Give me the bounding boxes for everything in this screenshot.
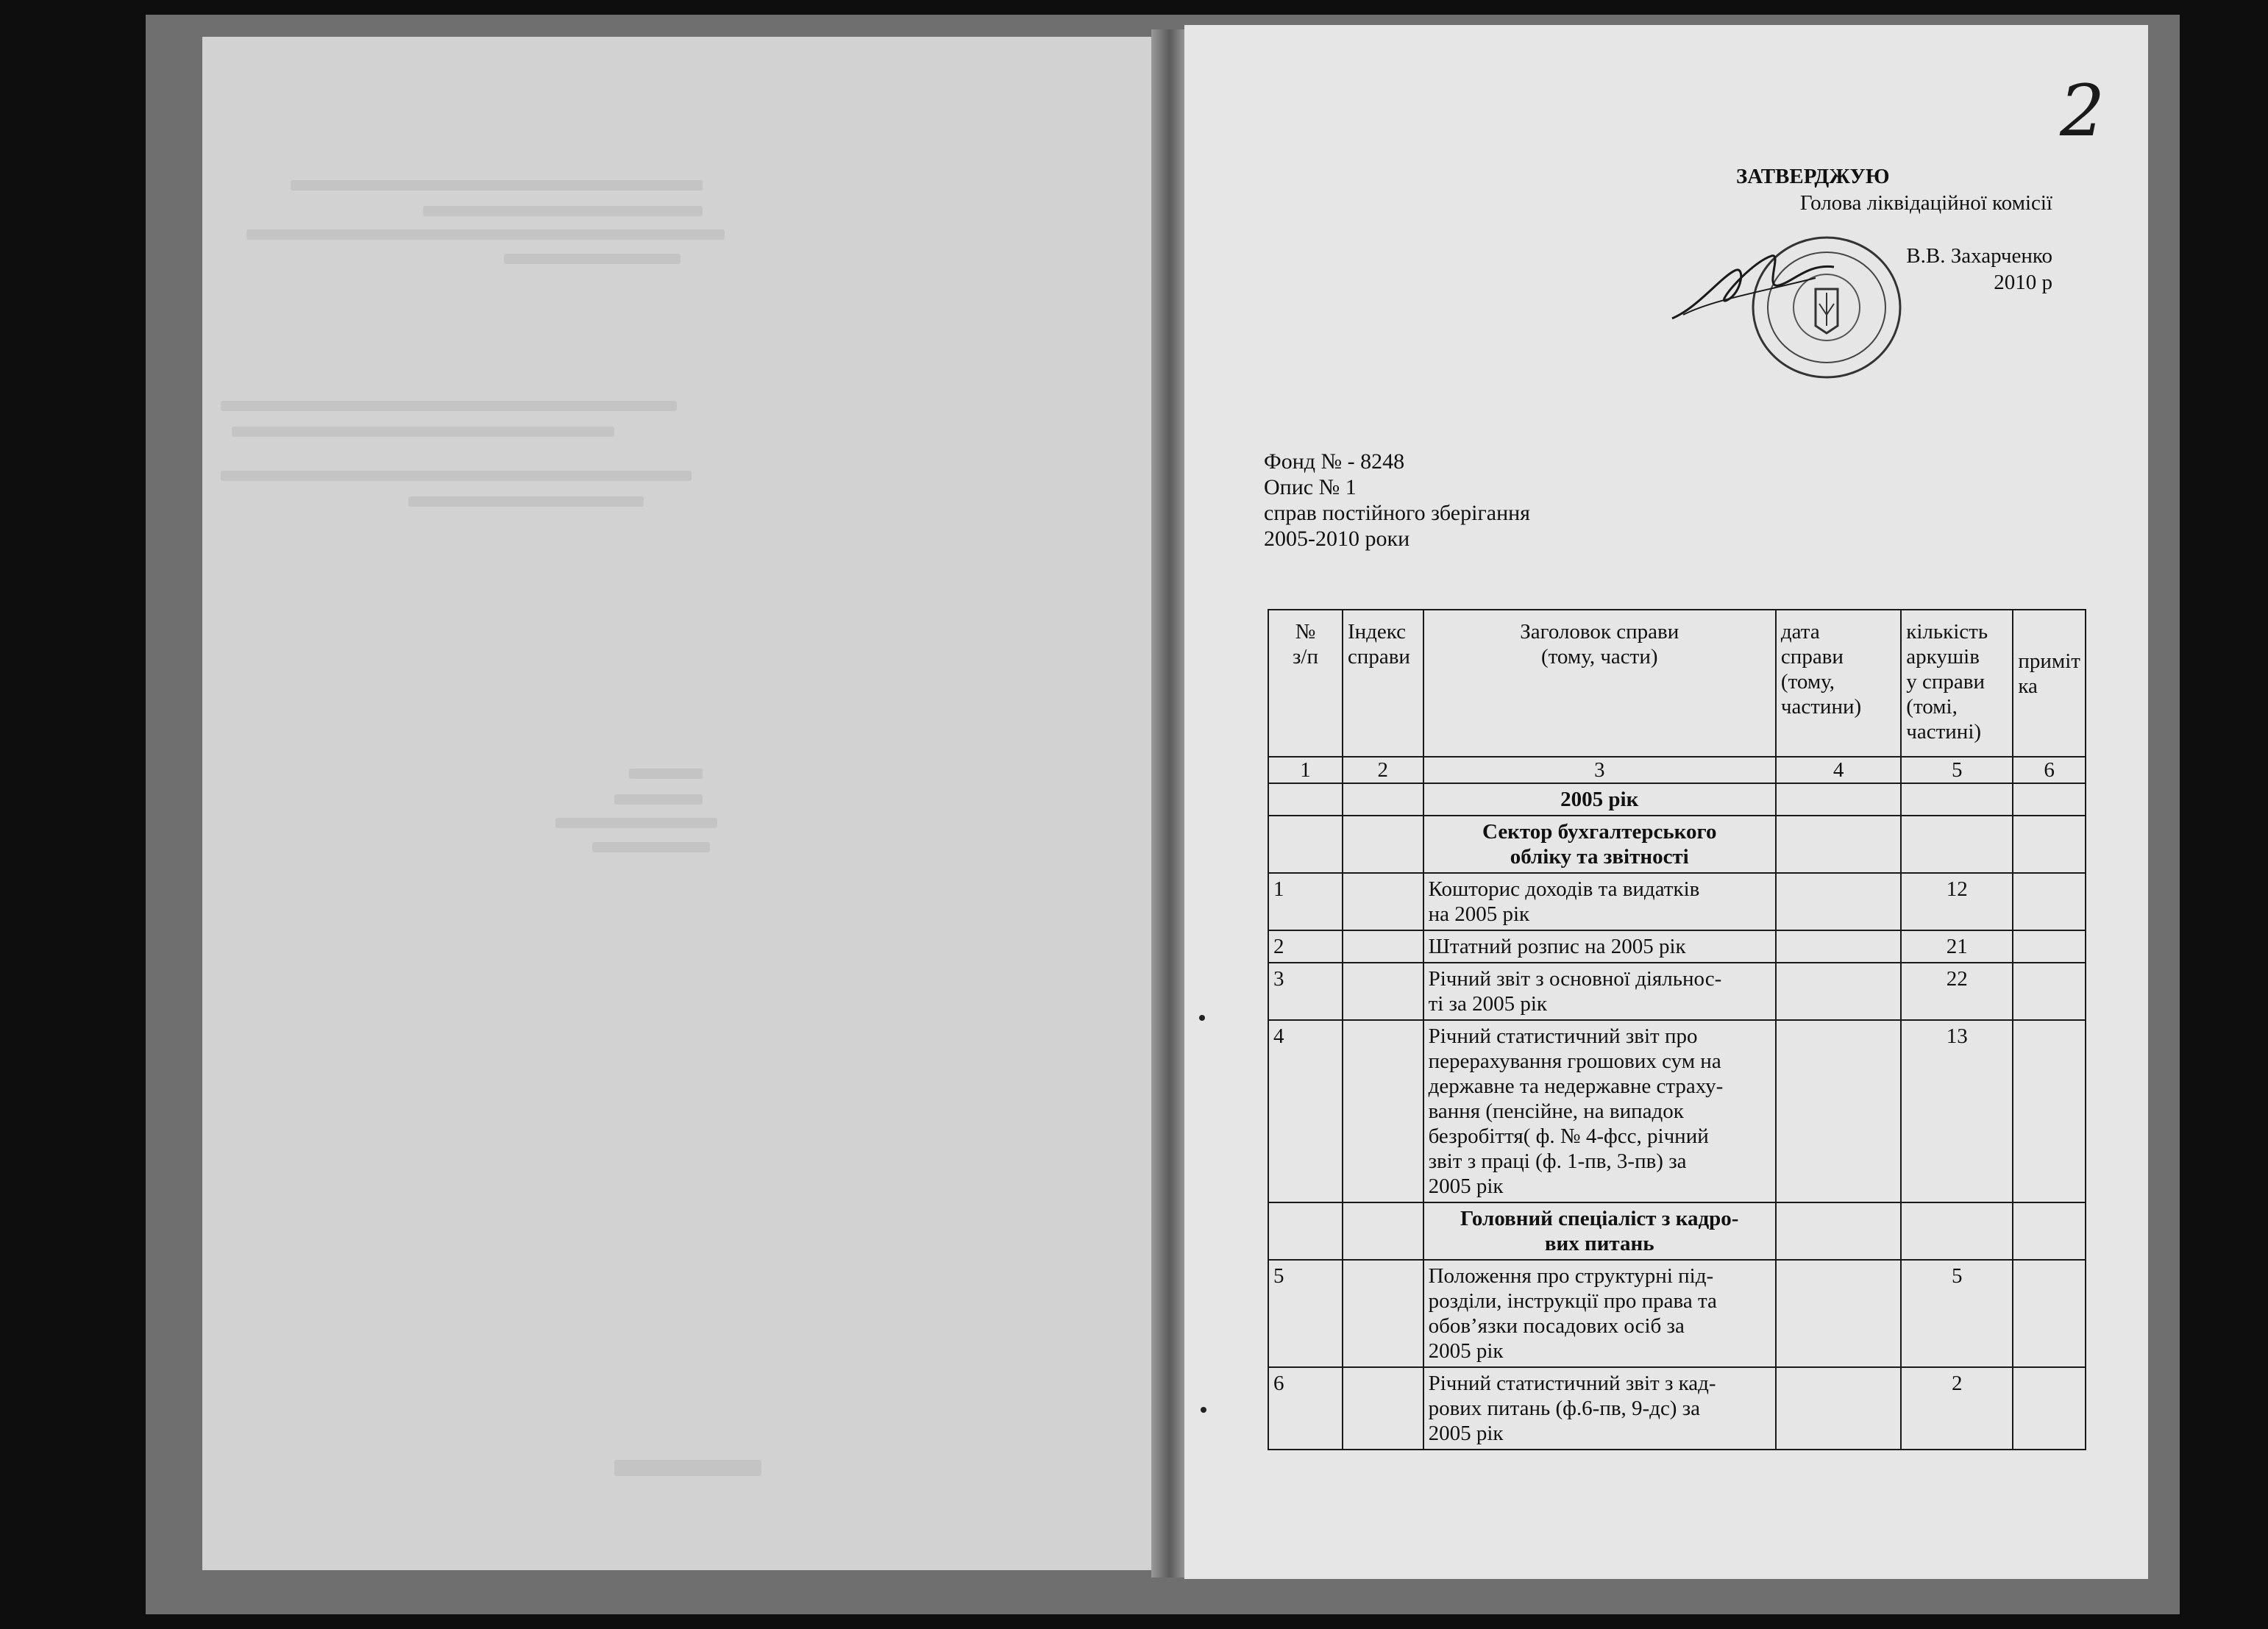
row-sheets: 2 xyxy=(1901,1367,2013,1450)
empty-cell xyxy=(1268,1202,1343,1260)
section-heading-row xyxy=(1268,1202,2086,1260)
column-number: 3 xyxy=(1423,757,1776,783)
row-number: 2 xyxy=(1268,930,1343,963)
empty-cell xyxy=(2013,783,2086,816)
row-note xyxy=(2013,963,2086,1020)
column-number: 4 xyxy=(1776,757,1901,783)
bleed-through-line xyxy=(592,842,710,852)
row-sheets: 12 xyxy=(1901,873,2013,930)
column-number: 2 xyxy=(1343,757,1423,783)
row-sheets: 5 xyxy=(1901,1260,2013,1367)
bleed-through-line xyxy=(614,1460,761,1476)
row-title: Штатний розпис на 2005 рік xyxy=(1423,930,1776,963)
empty-cell xyxy=(1776,783,1901,816)
row-date xyxy=(1776,873,1901,930)
bleed-through-line xyxy=(221,401,677,411)
empty-cell xyxy=(1343,816,1423,873)
header-date: дата справи (тому, частини) xyxy=(1776,610,1901,757)
row-title: Річний статистичний звіт про перерахування грошових сум на державне та недержавне страху- вання (пенсійне, на випадок безробіття( ф. № 4-фсс, річний звіт з праці (ф. 1-пв, 3-пв) за 2005 рік xyxy=(1423,1020,1776,1202)
row-note xyxy=(2013,1260,2086,1367)
approval-heading: ЗАТВЕРДЖУЮ xyxy=(1736,165,1890,188)
bleed-through-line xyxy=(614,794,703,805)
row-number: 1 xyxy=(1268,873,1343,930)
table-row xyxy=(1268,1367,2086,1450)
row-number: 3 xyxy=(1268,963,1343,1020)
year-heading-row-label: 2005 рік xyxy=(1423,783,1776,816)
row-title: Річний статистичний звіт з кад- рових питань (ф.6-пв, 9-дс) за 2005 рік xyxy=(1423,1367,1776,1450)
row-date xyxy=(1776,1260,1901,1367)
header-number: № з/п xyxy=(1268,610,1343,757)
table-row xyxy=(1268,930,2086,963)
row-number: 4 xyxy=(1268,1020,1343,1202)
empty-cell xyxy=(1901,816,2013,873)
row-index xyxy=(1343,1260,1423,1367)
table-row xyxy=(1268,1020,2086,1202)
fond-title: справ постійного зберігання xyxy=(1264,501,1530,525)
page-number: 2 xyxy=(2060,70,2105,152)
row-date xyxy=(1776,963,1901,1020)
row-date xyxy=(1776,930,1901,963)
row-note xyxy=(2013,930,2086,963)
empty-cell xyxy=(1776,1202,1901,1260)
bleed-through-line xyxy=(246,229,725,240)
empty-cell xyxy=(1901,783,2013,816)
row-index xyxy=(1343,1020,1423,1202)
section-heading-row-label: Головний спеціаліст з кадро- вих питань xyxy=(1423,1202,1776,1260)
row-sheets: 13 xyxy=(1901,1020,2013,1202)
row-note xyxy=(2013,873,2086,930)
section-heading-row xyxy=(1268,816,2086,873)
row-index xyxy=(1343,963,1423,1020)
empty-cell xyxy=(2013,816,2086,873)
column-number-row xyxy=(1268,757,2086,783)
bleed-through-line xyxy=(555,818,717,828)
column-number: 6 xyxy=(2013,757,2086,783)
year-heading-row xyxy=(1268,783,2086,816)
row-number: 6 xyxy=(1268,1367,1343,1450)
scan-speck xyxy=(1201,1407,1206,1413)
row-title: Кошторис доходів та видатків на 2005 рік xyxy=(1423,873,1776,930)
table-row xyxy=(1268,1260,2086,1367)
table-row xyxy=(1268,873,2086,930)
header-sheets: кількість аркушів у справи (томі, частині) xyxy=(1901,610,2013,757)
empty-cell xyxy=(1268,816,1343,873)
bleed-through-line xyxy=(291,180,703,190)
empty-cell xyxy=(2013,1202,2086,1260)
book-gutter xyxy=(1151,29,1188,1578)
empty-cell xyxy=(1268,783,1343,816)
left-page xyxy=(202,37,1151,1570)
signature-icon xyxy=(1668,249,1838,329)
approval-signatory: В.В. Захарченко xyxy=(1906,244,2052,268)
table-header-row xyxy=(1268,610,2086,757)
column-number: 5 xyxy=(1901,757,2013,783)
fond-years: 2005-2010 роки xyxy=(1264,527,1410,551)
inventory-table xyxy=(1268,609,2086,1450)
approval-position: Голова ліквідаційної комісії xyxy=(1799,191,2052,215)
header-note: приміт ка xyxy=(2013,610,2086,757)
header-index: Індекс справи xyxy=(1343,610,1423,757)
row-index xyxy=(1343,930,1423,963)
row-note xyxy=(2013,1367,2086,1450)
empty-cell xyxy=(1776,816,1901,873)
fond-info xyxy=(1264,449,1530,552)
row-date xyxy=(1776,1367,1901,1450)
bleed-through-line xyxy=(221,471,692,481)
bleed-through-line xyxy=(232,427,614,437)
row-sheets: 21 xyxy=(1901,930,2013,963)
header-title: Заголовок справи (тому, части) xyxy=(1423,610,1776,757)
empty-cell xyxy=(1343,1202,1423,1260)
row-title: Річний звіт з основної діяльнос- ті за 2005 рік xyxy=(1423,963,1776,1020)
row-title: Положення про структурні під- розділи, інструкції про права та обов’язки посадових осіб за 2005 рік xyxy=(1423,1260,1776,1367)
row-date xyxy=(1776,1020,1901,1202)
row-index xyxy=(1343,1367,1423,1450)
row-index xyxy=(1343,873,1423,930)
column-number: 1 xyxy=(1268,757,1343,783)
approval-year: 2010 р xyxy=(1994,271,2052,294)
scan-speck xyxy=(1199,1015,1205,1021)
bleed-through-line xyxy=(423,206,703,216)
bleed-through-line xyxy=(629,769,703,779)
section-heading-row-label: Сектор бухгалтерського обліку та звітності xyxy=(1423,816,1776,873)
fond-number: Фонд № - 8248 xyxy=(1264,449,1405,474)
bleed-through-line xyxy=(504,254,680,264)
bleed-through-line xyxy=(408,496,644,507)
empty-cell xyxy=(1901,1202,2013,1260)
opys-number: Опис № 1 xyxy=(1264,475,1357,499)
table-row xyxy=(1268,963,2086,1020)
empty-cell xyxy=(1343,783,1423,816)
row-note xyxy=(2013,1020,2086,1202)
row-number: 5 xyxy=(1268,1260,1343,1367)
row-sheets: 22 xyxy=(1901,963,2013,1020)
